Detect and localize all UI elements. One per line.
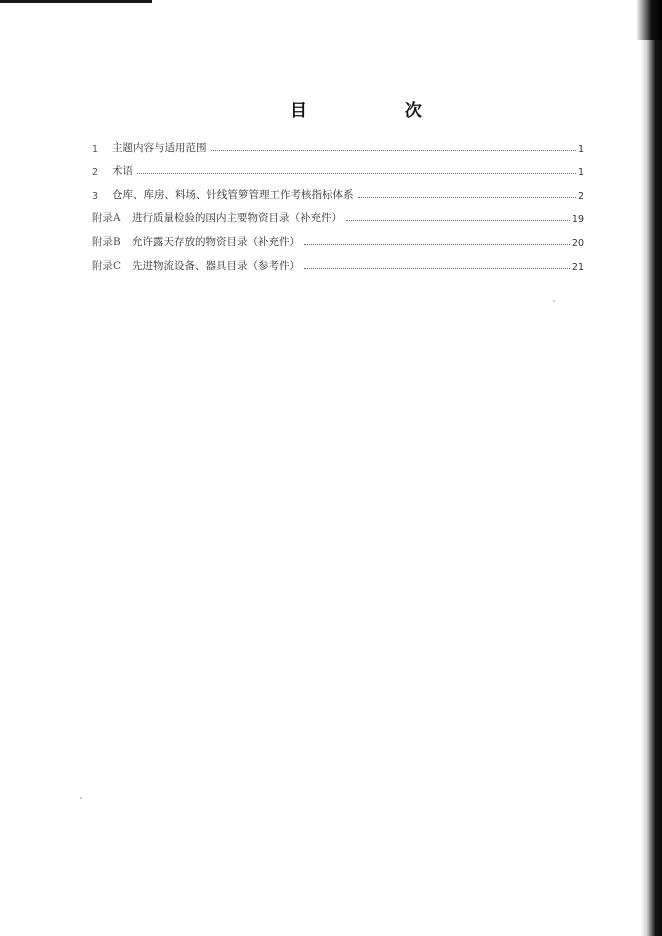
toc-entry[interactable] — [92, 131, 584, 155]
toc-entry-page: 20 — [571, 237, 584, 249]
toc-entry-label: 进行质量检验的国内主要物资目录（补充件） — [132, 212, 342, 225]
toc-entry-page: 2 — [577, 190, 584, 202]
toc-leader-dots — [304, 267, 570, 269]
toc-appendix-prefix: 附录A — [92, 212, 121, 225]
toc-entry-label: 允许露天存放的物资目录（补充件） — [132, 235, 300, 248]
toc-entry-label: 先进物流设备、器具目录（参考件） — [132, 259, 300, 272]
toc-entry-page: 19 — [571, 214, 584, 226]
toc-entry-number: 3 — [92, 190, 99, 202]
toc-entry-page: 1 — [577, 143, 584, 155]
toc-leader-dots — [304, 243, 570, 245]
toc-entry[interactable] — [92, 202, 584, 226]
toc-entry-number: 1 — [92, 143, 99, 155]
table-of-contents — [92, 131, 584, 273]
toc-leader-dots — [211, 149, 576, 151]
toc-leader-dots — [358, 196, 576, 198]
toc-leader-dots — [346, 219, 570, 221]
toc-entry-page: 21 — [571, 261, 584, 273]
scan-speck — [80, 797, 82, 799]
toc-entry[interactable] — [92, 225, 584, 249]
toc-leader-dots — [137, 172, 576, 174]
toc-entry-label: 仓库、库房、料场、针线管箩管理工作考核指标体系 — [112, 188, 354, 201]
scan-edge-shadow — [640, 0, 662, 936]
toc-appendix-prefix: 附录B — [92, 235, 121, 248]
toc-entry-label: 术语 — [112, 165, 133, 178]
toc-title: 目 次 — [290, 101, 468, 121]
toc-entry-label: 主题内容与适用范围 — [112, 141, 207, 154]
scan-edge-corner — [636, 0, 662, 40]
toc-appendix-prefix: 附录C — [92, 259, 122, 272]
toc-entry-page: 1 — [577, 167, 584, 179]
scan-edge-artifact — [0, 0, 152, 3]
toc-entry[interactable] — [92, 155, 584, 179]
toc-entry-number: 2 — [92, 167, 99, 179]
toc-entry[interactable] — [92, 178, 584, 202]
scan-speck — [553, 300, 555, 302]
toc-entry[interactable] — [92, 249, 584, 273]
